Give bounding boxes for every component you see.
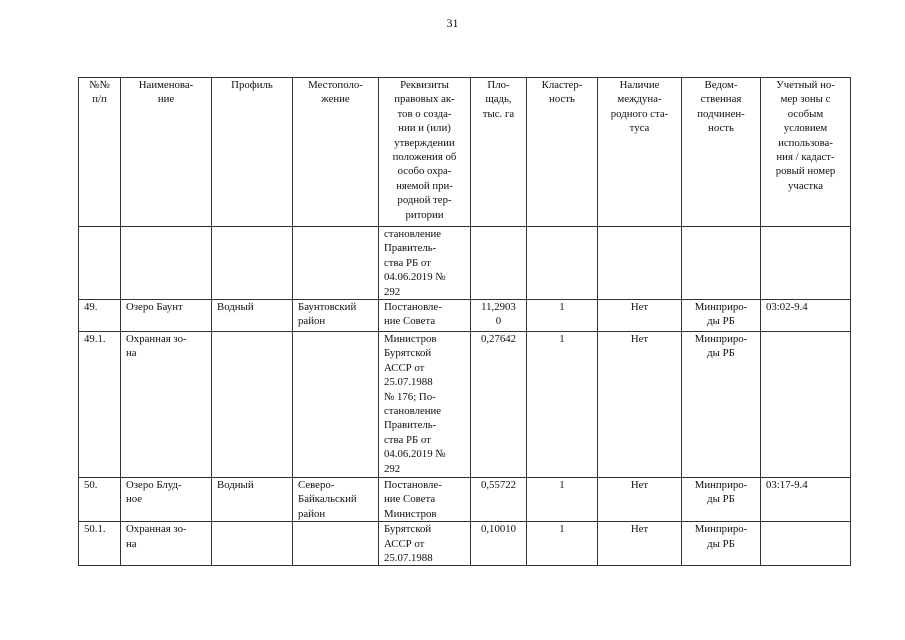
cell-legal-acts: Постановле- ние Совета	[379, 300, 471, 332]
header-cell-international-status: Наличие междуна- родного ста- туса	[598, 78, 682, 227]
cell-location	[293, 227, 379, 300]
cell-profile	[212, 522, 293, 566]
cell-name: Охранная зо- на	[121, 332, 212, 478]
cell-number	[79, 227, 121, 300]
cell-name	[121, 227, 212, 300]
cell-international-status: Нет	[598, 300, 682, 332]
cell-clustering: 1	[527, 300, 598, 332]
header-cell-area: Пло- щадь, тыс. га	[471, 78, 527, 227]
cell-number: 50.1.	[79, 522, 121, 566]
cell-location: Баунтовский район	[293, 300, 379, 332]
table-row	[79, 332, 851, 478]
cell-international-status	[598, 227, 682, 300]
cell-area	[471, 227, 527, 300]
cell-legal-acts: Постановле- ние Совета Министров	[379, 478, 471, 522]
cell-number: 49.	[79, 300, 121, 332]
cell-clustering: 1	[527, 332, 598, 478]
cell-international-status: Нет	[598, 478, 682, 522]
page-number: 31	[446, 16, 459, 30]
cell-clustering	[527, 227, 598, 300]
cell-legal-acts: Министров Бурятской АССР от 25.07.1988 № 176; По- становление Правитель- ства РБ от 04.06.2019 № 292	[379, 332, 471, 478]
cell-department: Минприро- ды РБ	[682, 300, 761, 332]
table-row	[79, 478, 851, 522]
header-cell-profile: Профиль	[212, 78, 293, 227]
cell-international-status: Нет	[598, 332, 682, 478]
cell-registration-number	[761, 332, 851, 478]
cell-profile	[212, 227, 293, 300]
header-cell-location: Местополо- жение	[293, 78, 379, 227]
cell-area: 0,55722	[471, 478, 527, 522]
cell-department: Минприро- ды РБ	[682, 478, 761, 522]
cell-registration-number	[761, 227, 851, 300]
header-cell-legal-acts: Реквизиты правовых ак- тов о созда- нии и (или) утверждении положения об особо охра- няемой при- родной тер- ритории	[379, 78, 471, 227]
cell-registration-number: 03:02-9.4	[761, 300, 851, 332]
cell-area: 0,10010	[471, 522, 527, 566]
cell-profile: Водный	[212, 300, 293, 332]
cell-profile: Водный	[212, 478, 293, 522]
cell-department: Минприро- ды РБ	[682, 522, 761, 566]
header-cell-name: Наименова- ние	[121, 78, 212, 227]
header-cell-registration-number: Учетный но- мер зоны с особым условием использова- ния / кадаст- ровый номер участка	[761, 78, 851, 227]
cell-international-status: Нет	[598, 522, 682, 566]
cell-area: 11,2903 0	[471, 300, 527, 332]
cell-location	[293, 332, 379, 478]
table-row	[79, 522, 851, 566]
cell-number: 49.1.	[79, 332, 121, 478]
cell-registration-number	[761, 522, 851, 566]
cell-name: Озеро Баунт	[121, 300, 212, 332]
header-row	[79, 78, 851, 227]
cell-clustering: 1	[527, 478, 598, 522]
cell-legal-acts: Бурятской АССР от 25.07.1988	[379, 522, 471, 566]
cell-name: Охранная зо- на	[121, 522, 212, 566]
cell-name: Озеро Блуд- ное	[121, 478, 212, 522]
cell-profile	[212, 332, 293, 478]
cell-location	[293, 522, 379, 566]
header-cell-clustering: Кластер- ность	[527, 78, 598, 227]
cell-location: Северо- Байкальский район	[293, 478, 379, 522]
cell-number: 50.	[79, 478, 121, 522]
cell-department	[682, 227, 761, 300]
cell-registration-number: 03:17-9.4	[761, 478, 851, 522]
cell-area: 0,27642	[471, 332, 527, 478]
table-row	[79, 227, 851, 300]
header-cell-number: №№ п/п	[79, 78, 121, 227]
table-row	[79, 300, 851, 332]
cell-legal-acts: становление Правитель- ства РБ от 04.06.2019 № 292	[379, 227, 471, 300]
cell-department: Минприро- ды РБ	[682, 332, 761, 478]
header-cell-department: Ведом- ственная подчинен- ность	[682, 78, 761, 227]
cell-clustering: 1	[527, 522, 598, 566]
protected-areas-table	[78, 77, 851, 566]
